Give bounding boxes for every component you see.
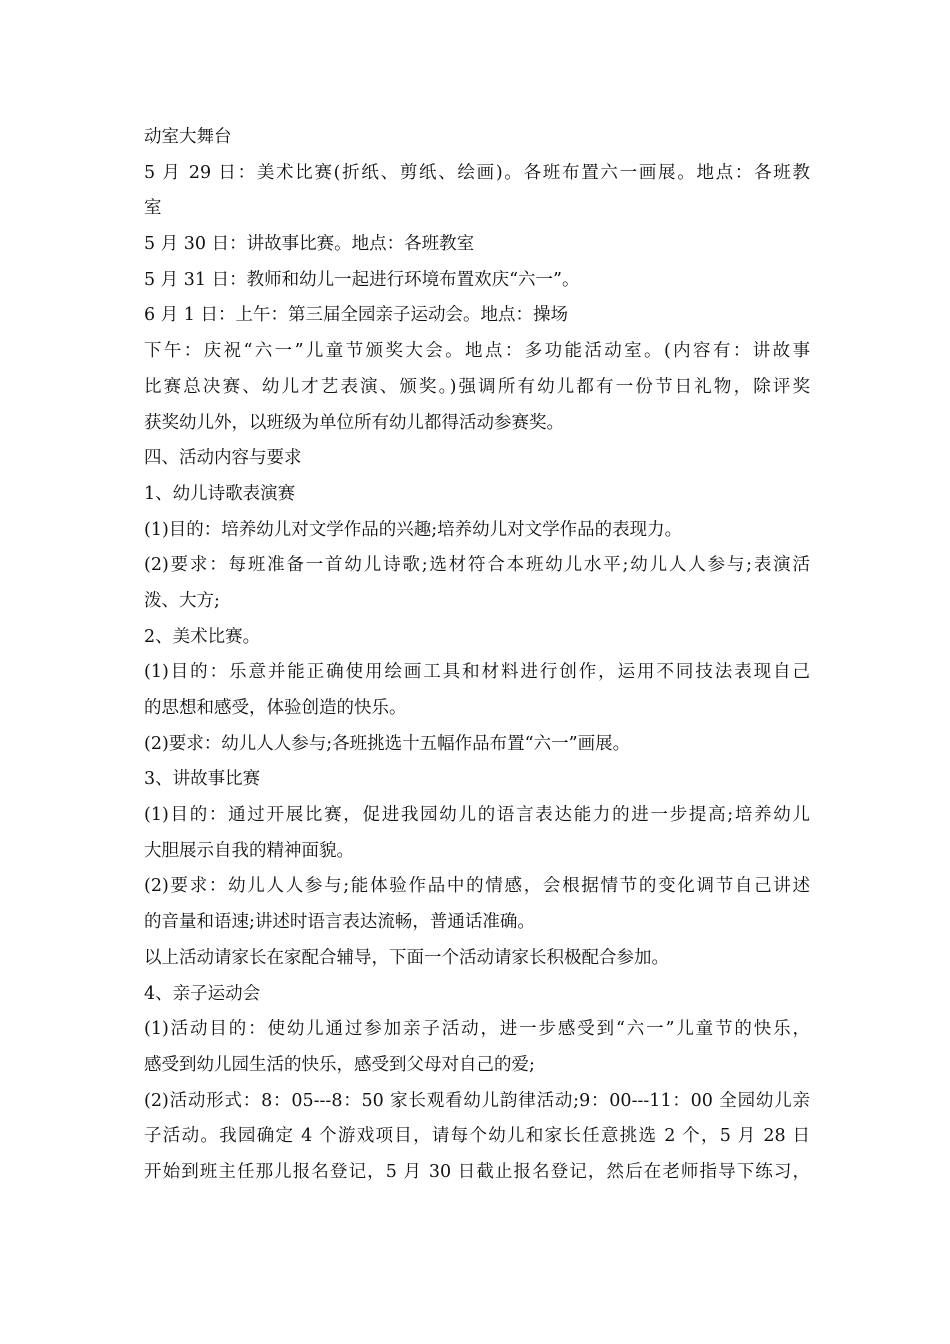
text-line: 开始到班主任那儿报名登记，5 月 30 日截止报名登记，然后在老师指导下练习， (144, 1161, 810, 1182)
text-line: 室 (144, 198, 162, 219)
text-line: (2)活动形式：8：05---8：50 家长观看幼儿韵律活动;9：00---11：00 全园幼儿亲 (144, 1090, 810, 1111)
text-line: 以上活动请家长在家配合辅导，下面一个活动请家长积极配合参加。 (144, 947, 669, 968)
text-line: 泼、大方; (144, 590, 220, 611)
subsection-heading: 3、讲故事比赛 (144, 769, 261, 790)
subsection-heading: 4、亲子运动会 (144, 983, 261, 1004)
text-line: 大胆展示自我的精神面貌。 (144, 840, 354, 861)
text-line: 5 月 29 日：美术比赛(折纸、剪纸、绘画)。各班布置六一画展。地点：各班教 (144, 162, 810, 183)
text-line: 下午：庆祝“六一”儿童节颁奖大会。地点：多功能活动室。(内容有：讲故事 (144, 341, 810, 362)
text-line: 子活动。我园确定 4 个游戏项目，请每个幼儿和家长任意挑选 2 个，5 月 28 日 (144, 1126, 810, 1147)
text-line: (2)要求：每班准备一首幼儿诗歌;选材符合本班幼儿水平;幼儿人人参与;表演活 (144, 555, 810, 576)
text-line: (2)要求：幼儿人人参与;各班挑选十五幅作品布置“六一”画展。 (144, 733, 631, 754)
text-line: (2)要求：幼儿人人参与;能体验作品中的情感，会根据情节的变化调节自己讲述 (144, 876, 810, 897)
document-body (144, 120, 810, 1191)
text-line: 的音量和语速;讲述时语言表达流畅，普通话准确。 (144, 912, 535, 933)
text-line: 的思想和感受，体验创造的快乐。 (144, 698, 407, 718)
subsection-heading: 2、美术比赛。 (144, 626, 261, 647)
text-line: 感受到幼儿园生活的快乐，感受到父母对自己的爱; (144, 1054, 535, 1075)
subsection-heading: 1、幼儿诗歌表演赛 (144, 483, 296, 504)
text-line: (1)目的：乐意并能正确使用绘画工具和材料进行创作，运用不同技法表现自己 (144, 662, 810, 683)
text-line: 获奖幼儿外，以班级为单位所有幼儿都得活动参赛奖。 (144, 412, 564, 433)
text-line: (1)目的：通过开展比赛，促进我园幼儿的语言表达能力的进一步提高;培养幼儿 (144, 805, 810, 826)
text-line: 5 月 31 日：教师和幼儿一起进行环境布置欢庆“六一”。 (144, 269, 580, 290)
text-line: 5 月 30 日：讲故事比赛。地点：各班教室 (144, 234, 475, 255)
text-line: (1)活动目的：使幼儿通过参加亲子活动，进一步感受到“六一”儿童节的快乐， (144, 1019, 810, 1040)
section-heading: 四、活动内容与要求 (144, 448, 302, 469)
text-line: 6 月 1 日：上午：第三届全园亲子运动会。地点：操场 (144, 305, 568, 326)
text-line: 动室大舞台 (144, 127, 232, 147)
text-line: 比赛总决赛、幼儿才艺表演、颁奖。)强调所有幼儿都有一份节日礼物，除评奖 (144, 376, 810, 397)
text-line: (1)目的：培养幼儿对文学作品的兴趣;培养幼儿对文学作品的表现力。 (144, 519, 683, 540)
